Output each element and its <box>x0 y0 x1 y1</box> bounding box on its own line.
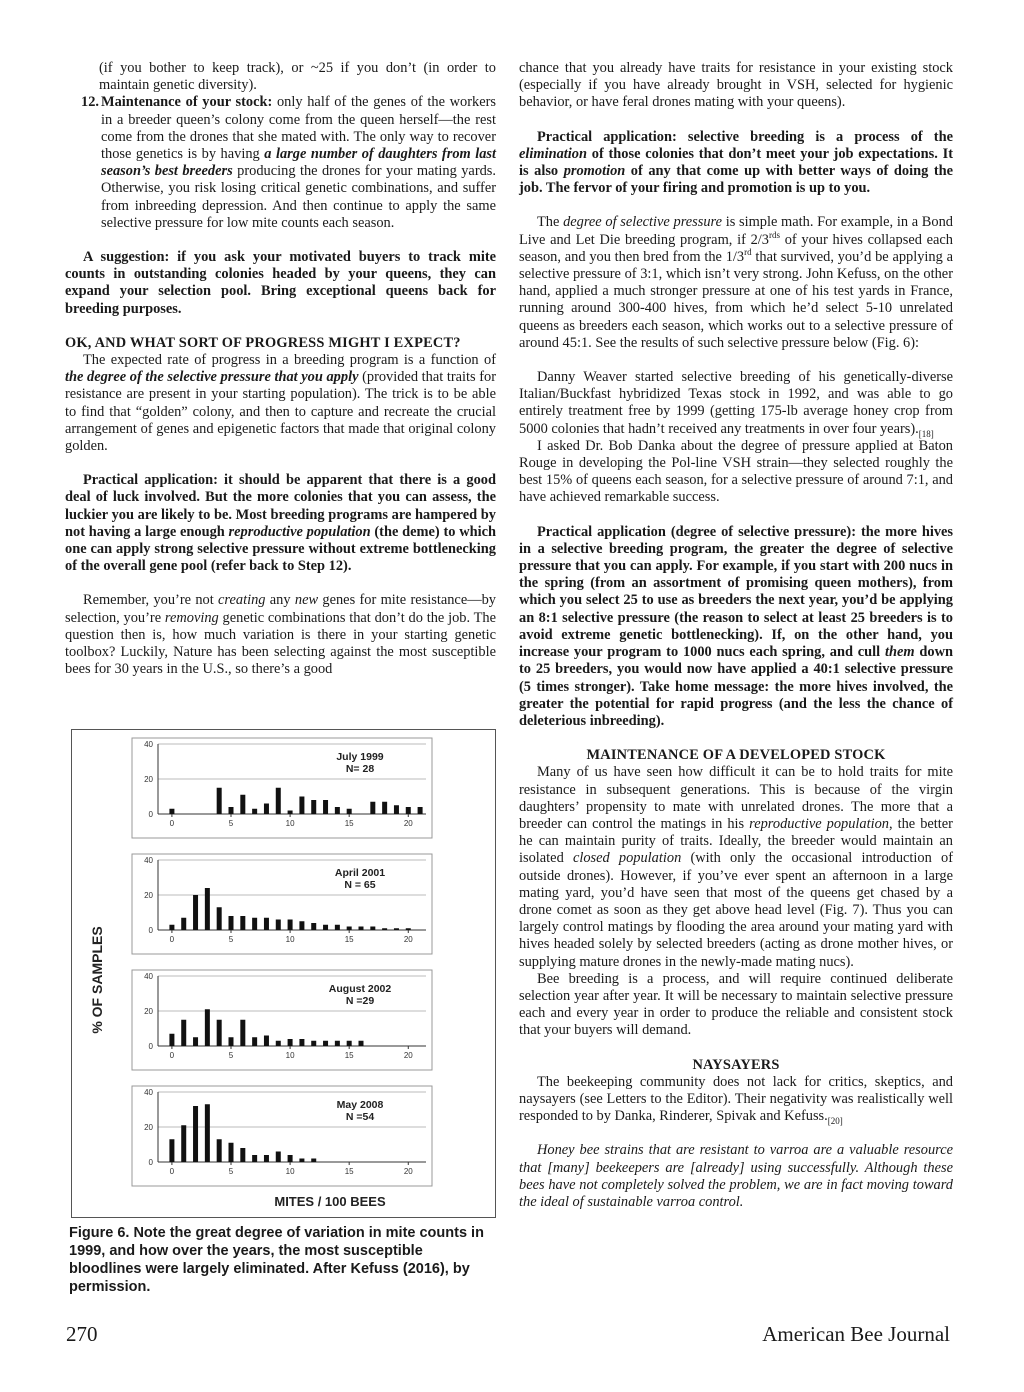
histogram-bar <box>240 916 245 930</box>
y-tick-label: 20 <box>144 1123 153 1132</box>
process-paragraph: Bee breeding is a process, and will require continued deliberate selection year after year. It will be necessary to maintain selective pressure each and every year in order to produce the reliable and consistent stock that your buyers will demand. <box>519 970 953 1039</box>
list-body <box>101 94 496 232</box>
histogram-bar <box>276 1152 281 1163</box>
panel-title: May 2008 <box>336 1099 384 1111</box>
histogram-bar <box>229 1143 234 1162</box>
chart-panel <box>132 970 432 1070</box>
panel-frame <box>132 1086 432 1186</box>
histogram-bar <box>252 1037 257 1046</box>
histogram-bar <box>205 1104 210 1162</box>
histogram-bar <box>311 1159 316 1163</box>
histogram-bar <box>299 1159 304 1163</box>
histogram-bar <box>240 1148 245 1162</box>
chart-panels <box>132 738 432 1186</box>
histogram-bar <box>394 928 399 930</box>
journal-name: American Bee Journal <box>762 1322 950 1346</box>
item-text: producing the drones for your mating yards. Otherwise, you risk losing critical genetic combinations, and suffer from inbreeding depression. And then continue to apply the same selective pressure for low mite counts each season. <box>101 163 497 231</box>
maintenance-paragraph: Many of us have seen how difficult it can be to hold traits for mite resistance in subsequent generations. This is because of the virgin daughters’ propensity to mate with unrelated drones. The more that a breeder can control the matings in his reproductive population, the better he can maintain purity of traits. Ideally, the breeder would maintain an isolated closed population (with only the occasional introduction of outside drones). However, if you’ve ever spent an afternoon in a large mating yard, you’d have seen that most of the queens get chased by a drone comet as soon as they get above head level (Fig. 7). Thus you can largely control matings by flooding the area around your mating yard with hives headed solely by selected breeders (acting as drone mother hives, or supplying mature drones in the newly-made mating nucs). <box>519 764 953 970</box>
left-column <box>65 60 496 679</box>
x-tick-label: 10 <box>285 819 295 828</box>
histogram-bar <box>276 788 281 814</box>
histogram-bar <box>323 800 328 814</box>
quote-paragraph: Honey bee strains that are resistant to varroa are a valuable resource that [many] beekeepers are [already] using successfully. Although these bees have not completely solved the problem, we are in fact moving toward the ideal of sustainable varroa control. <box>519 1142 953 1210</box>
histogram-bar <box>382 802 387 814</box>
histogram-bar <box>217 1020 222 1046</box>
histogram-bar <box>193 1037 198 1046</box>
y-tick-label: 20 <box>144 1007 153 1016</box>
histogram-bar <box>217 788 222 814</box>
section-heading-naysayers: NAYSAYERS <box>692 1056 780 1073</box>
panel-subtitle: N =29 <box>345 995 375 1007</box>
x-tick-label: 20 <box>403 1051 413 1060</box>
histogram-bar <box>264 804 269 815</box>
right-column <box>519 60 953 1211</box>
practical-application-paragraph: Practical application (degree of selective pressure): the more hives in a selective breeding program, the greater the degree of selective pressure that you can apply. For example, if you start with 200 nucs in the spring (from an assortment of promising queen mothers), from which you select 25 to use as breeders the next year, you’d be applying an 8:1 selective pressure (the reason to select at least 25 breeders is to avoid extreme genetic bottlenecking). If, on the other hand, you increase your program to 1000 nucs each spring, and cull them down to 25 breeders, you would now have applied a 40:1 selective pressure (5 times stronger). Take home message: the more hives involved, the greater the potential for rapid progress (and the less the chance of deleterious inbreeding). <box>519 523 953 729</box>
histogram-bar <box>299 921 304 930</box>
histogram-bar <box>335 807 340 814</box>
histogram-bar <box>252 918 257 930</box>
list-item-12 <box>65 94 496 232</box>
x-tick-label: 0 <box>169 935 175 944</box>
practical-application-paragraph: Practical application: it should be apparent that there is a good deal of luck involved. But the more colonies that you can assess, the luckier you are likely to be. Most breeding programs are hampered by not having a large enough reproductive population (the deme) to which one can apply strong selective pressure without extreme bottlenecking of the overall gene pool (refer back to Step 12). <box>65 472 496 575</box>
practical-application-paragraph: Practical application: selective breeding is a process of the elimination of those colonies that don’t meet your job expectations. It is also promotion of any that come up with better ways of doing the job. The fervor of your firing and promotion is up to you. <box>519 128 953 197</box>
histogram-bar <box>288 811 293 815</box>
progress-paragraph: The expected rate of progress in a breeding program is a function of the degree of the selective pressure that you apply (provided that traits for resistance are present in your starting population). The trick is to be able to find that “golden” colony, and then to capture and recreate the crucial arrangement of genes and epigenetic factors that made that original colony golden. <box>65 352 496 455</box>
x-tick-label: 20 <box>403 1167 413 1176</box>
histogram-bar <box>347 927 352 931</box>
x-tick-label: 5 <box>228 819 234 828</box>
x-tick-label: 20 <box>403 935 413 944</box>
histogram-bar <box>205 1009 210 1046</box>
y-tick-label: 20 <box>144 891 153 900</box>
panel-frame <box>132 854 432 954</box>
list-number: 12. <box>81 94 99 111</box>
histogram-bar <box>299 1039 304 1046</box>
histogram-bar <box>181 1020 186 1046</box>
histogram-bar <box>311 1041 316 1046</box>
histogram-bar <box>406 807 411 814</box>
histogram-bar <box>252 1155 257 1162</box>
histogram-bar <box>240 1020 245 1046</box>
histogram-bar <box>323 1041 328 1046</box>
histogram-bar <box>276 920 281 931</box>
histogram-bar <box>299 797 304 815</box>
histogram-bar <box>394 805 399 814</box>
emphasis: reproductive population <box>228 523 371 540</box>
histogram-bar <box>217 907 222 930</box>
x-tick-label: 10 <box>285 935 295 944</box>
x-tick-label: 5 <box>228 1051 234 1060</box>
x-tick-label: 0 <box>169 1051 175 1060</box>
naysayers-paragraph: The beekeeping community does not lack for critics, skeptics, and naysayers (see Letters to the Editor). Their negativity was realistically well responded to by Danka, Rinderer, Spivak and $Kefuss._{[20]}$ <box>519 1073 953 1127</box>
histogram-bar <box>169 1139 174 1162</box>
panel-title: July 1999 <box>336 751 384 763</box>
histogram-bar <box>276 1041 281 1046</box>
y-tick-label: 40 <box>144 856 153 865</box>
histogram-bar <box>370 927 375 931</box>
y-tick-label: 0 <box>148 1042 153 1051</box>
x-tick-label: 15 <box>344 935 354 944</box>
histogram-bar <box>335 1041 340 1046</box>
section-heading-maintenance: MAINTENANCE OF A DEVELOPED STOCK <box>586 747 886 764</box>
y-tick-label: 0 <box>148 1158 153 1167</box>
item-11-continuation: (if you bother to keep track), or ~25 if you don’t (in order to maintain genetic diversity). <box>99 60 496 94</box>
y-tick-label: 0 <box>148 926 153 935</box>
figure-6 <box>71 729 496 1218</box>
histogram-bar <box>288 1039 293 1046</box>
histogram-bar <box>323 925 328 930</box>
histogram-bar <box>181 1125 186 1162</box>
x-tick-label: 0 <box>169 1167 175 1176</box>
panel-title: August 2002 <box>328 983 392 995</box>
histogram-bar <box>370 802 375 814</box>
panel-subtitle: N= 28 <box>345 763 375 775</box>
x-tick-label: 15 <box>344 1167 354 1176</box>
x-tick-label: 15 <box>344 819 354 828</box>
histogram-bar <box>252 809 257 814</box>
histogram-bar <box>406 928 411 930</box>
histogram-bar <box>382 928 387 930</box>
histogram-bar <box>288 920 293 931</box>
x-tick-label: 5 <box>228 935 234 944</box>
histogram-bar <box>335 925 340 930</box>
x-tick-label: 10 <box>285 1167 295 1176</box>
histogram-bar <box>311 923 316 930</box>
histogram-bar <box>169 925 174 930</box>
histogram-bar <box>418 807 423 814</box>
reference: [20] <box>827 1116 843 1127</box>
chart-panel <box>132 1086 432 1186</box>
figure-caption: Figure 6. Note the great degree of variation in mite counts in 1999, and how over the years, the most susceptible bloodlines were largely eliminated. After Kefuss (2016), by permission. <box>69 1225 484 1295</box>
item-emphasis: a large number of daughters from last season’s best breeders <box>101 146 497 180</box>
histogram-bar <box>347 809 352 814</box>
histogram-bar <box>229 807 234 814</box>
y-tick-label: 40 <box>144 972 153 981</box>
histogram-bar <box>169 809 174 814</box>
suggestion-paragraph: A suggestion: if you ask your motivated buyers to track mite counts in outstanding colonies headed by your queens, they can expand your selection pool. Bring exceptional queens back for breeding purposes. <box>65 249 496 317</box>
histogram-bar <box>264 1036 269 1047</box>
item-heading: Maintenance of your stock: <box>101 94 273 111</box>
item-text: only half of the genes of the workers in a breeder queen’s colony come from the queen herself—the rest come from the drones that she mated with. The only way to recover those genetics is by having <box>101 94 496 163</box>
histogram-bar <box>229 1037 234 1046</box>
page-number: 270 <box>66 1322 98 1346</box>
panel-subtitle: N =54 <box>345 1111 375 1123</box>
y-tick-label: 0 <box>148 810 153 819</box>
emphasis: the degree of the selective pressure that you apply <box>65 369 359 386</box>
y-tick-label: 40 <box>144 740 153 749</box>
histogram-bar <box>193 1106 198 1162</box>
x-tick-label: 10 <box>285 1051 295 1060</box>
histogram-bar <box>288 1155 293 1162</box>
histogram-bar <box>264 918 269 930</box>
panel-subtitle: N = 65 <box>344 879 376 891</box>
degree-paragraph: The degree of selective pressure is simple math. For example, in a Bond Live and Let Die breeding program, if $2/3^{rds}$ of your hives collapsed each season, and you then bred from the 1/3rd that survived, you’d be applying a selective pressure of 3:1, which isn’t very strong. John Kefuss, on the other hand, applied a much stronger pressure at one of his test yards in France, running around 300-400 hives, from which he’d select 5-10 unrelated queens as breeders each season, which works out to a selective pressure of around 45:1. See the results of such selective pressure below (Fig. 6): <box>519 214 953 351</box>
histogram-bar <box>264 1155 269 1162</box>
chart-panel <box>132 738 432 838</box>
x-tick-label: 0 <box>169 819 175 828</box>
danka-paragraph: I asked Dr. Bob Danka about the degree of pressure applied at Baton Rouge in developing the Pol-line VSH strain—they selected roughly the best 15% of queens each season, for a selective pressure of around 7:1, and have achieved remarkable success. <box>519 437 953 506</box>
histogram-bar <box>205 888 210 930</box>
x-axis-label: MITES / 100 BEES <box>274 1194 386 1209</box>
x-tick-label: 15 <box>344 1051 354 1060</box>
histogram-bar <box>193 895 198 930</box>
chart-panel <box>132 854 432 954</box>
histogram-bar <box>217 1139 222 1162</box>
reference: [18] <box>918 428 934 439</box>
x-tick-label: 5 <box>228 1167 234 1176</box>
histogram-bar <box>181 918 186 930</box>
remember-paragraph: Remember, you’re not creating any new genes for mite resistance—by selection, you’re removing genetic combinations that don’t do the job. The question then is, how much variation is there in your starting genetic toolbox? Luckily, Nature has been selecting against the most susceptible bees for 30 years in the U.S., so there’s a good <box>65 592 496 678</box>
histogram-bar <box>359 927 364 931</box>
y-axis-label: % OF SAMPLES <box>89 926 105 1034</box>
y-tick-label: 20 <box>144 775 153 784</box>
histogram-bar <box>229 916 234 930</box>
histogram-bar <box>240 795 245 814</box>
x-tick-label: 20 <box>403 819 413 828</box>
histogram-bar <box>169 1034 174 1046</box>
chance-paragraph: chance that you already have traits for resistance in your existing stock (especially if you have already brought in VSH, selected for hygienic behavior, or have feral drones mating with your queens). <box>519 60 953 111</box>
mite-count-histograms <box>72 730 495 1217</box>
panel-frame <box>132 738 432 838</box>
histogram-bar <box>359 1041 364 1046</box>
section-heading-progress: OK, AND WHAT SORT OF PROGRESS MIGHT I EXPECT? <box>65 334 461 351</box>
panel-title: April 2001 <box>334 867 386 879</box>
histogram-bar <box>347 1041 352 1046</box>
histogram-bar <box>311 800 316 814</box>
danny-paragraph: Danny Weaver started selective breeding of his genetically-diverse Italian/Buckfast hybridized Texas stock in 1992, and was able to go entirely treatment free by 1999 (getting 175-lb average honey crop from 5000 colonies that hadn’t received any treatments in over four $years)._{[18]}$ <box>519 369 953 439</box>
y-tick-label: 40 <box>144 1088 153 1097</box>
